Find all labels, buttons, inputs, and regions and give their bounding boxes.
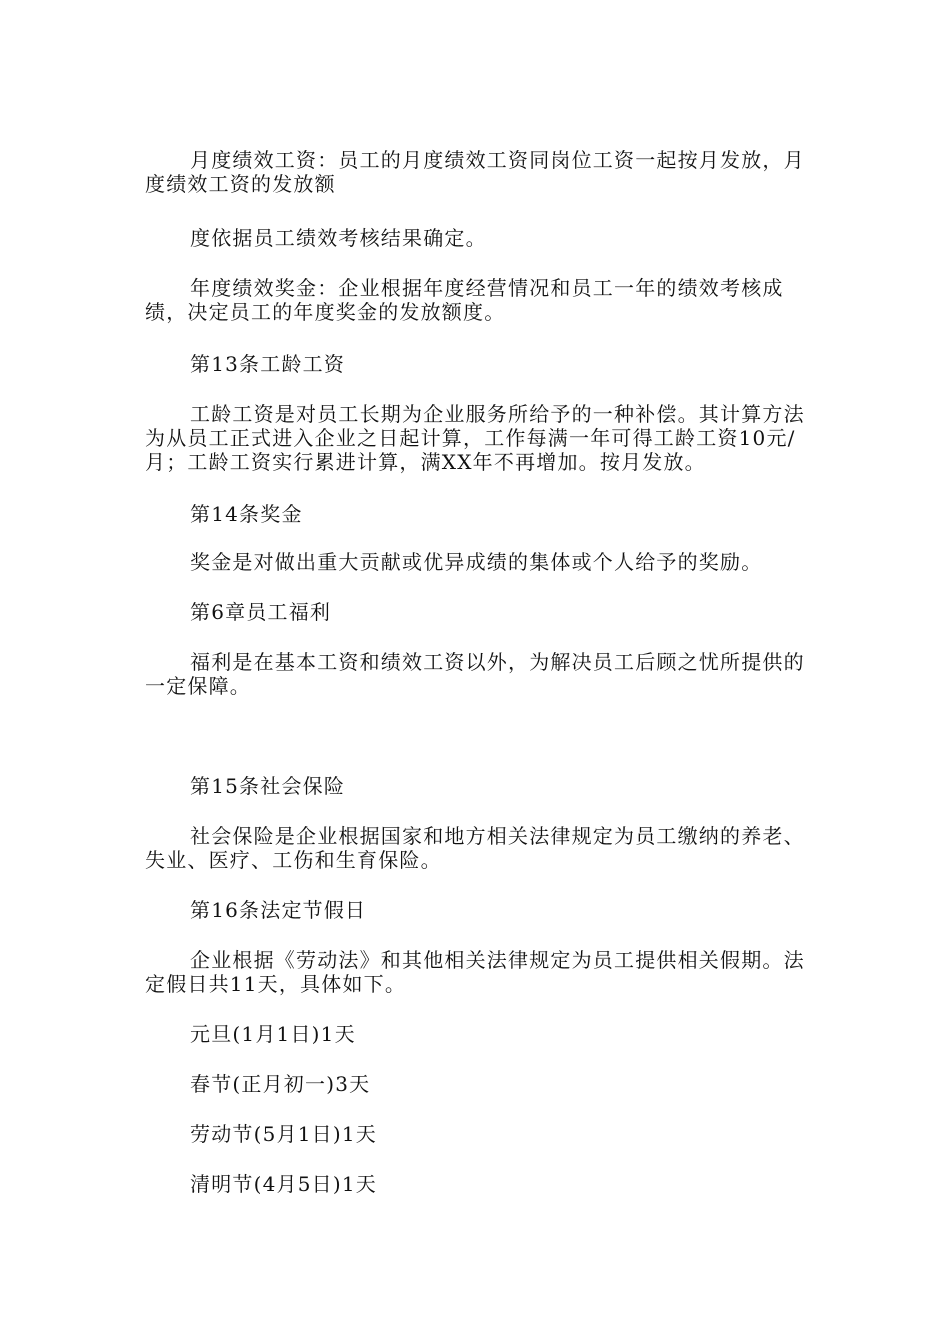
paragraph-bonus: 奖金是对做出重大贡献或优异成绩的集体或个人给予的奖励。 <box>190 550 763 574</box>
paragraph-welfare: 福利是在基本工资和绩效工资以外，为解决员工后顾之忧所提供的一定保障。 <box>145 650 805 698</box>
holiday-spring-festival: 春节(正月初一)3天 <box>190 1072 371 1096</box>
holiday-new-year: 元旦(1月1日)1天 <box>190 1022 356 1046</box>
paragraph-annual-bonus: 年度绩效奖金：企业根据年度经营情况和员工一年的绩效考核成绩，决定员工的年度奖金的发放额度。 <box>145 276 784 324</box>
paragraph-social-insurance: 社会保险是企业根据国家和地方相关法律规定为员工缴纳的养老、失业、医疗、工伤和生育保险。 <box>145 824 805 872</box>
paragraph-seniority-pay: 工龄工资是对员工长期为企业服务所给予的一种补偿。其计算方法为从员工正式进入企业之日起计算，工作每满一年可得工龄工资10元/月；工龄工资实行累进计算，满XX年不再增加。按月发放。 <box>145 402 805 474</box>
article-15-heading: 第15条社会保险 <box>190 774 346 798</box>
article-13-heading: 第13条工龄工资 <box>190 352 346 376</box>
paragraph-monthly-performance-pay: 月度绩效工资：员工的月度绩效工资同岗位工资一起按月发放，月度绩效工资的发放额 <box>145 148 805 196</box>
paragraph-statutory-holidays: 企业根据《劳动法》和其他相关法律规定为员工提供相关假期。法定假日共11天，具体如下。 <box>145 948 805 996</box>
article-14-heading: 第14条奖金 <box>190 502 303 526</box>
paragraph-performance-basis: 度依据员工绩效考核结果确定。 <box>190 226 487 250</box>
holiday-labor-day: 劳动节(5月1日)1天 <box>190 1122 377 1146</box>
article-16-heading: 第16条法定节假日 <box>190 898 367 922</box>
chapter-6-heading: 第6章员工福利 <box>190 600 332 624</box>
holiday-qingming: 清明节(4月5日)1天 <box>190 1172 377 1196</box>
